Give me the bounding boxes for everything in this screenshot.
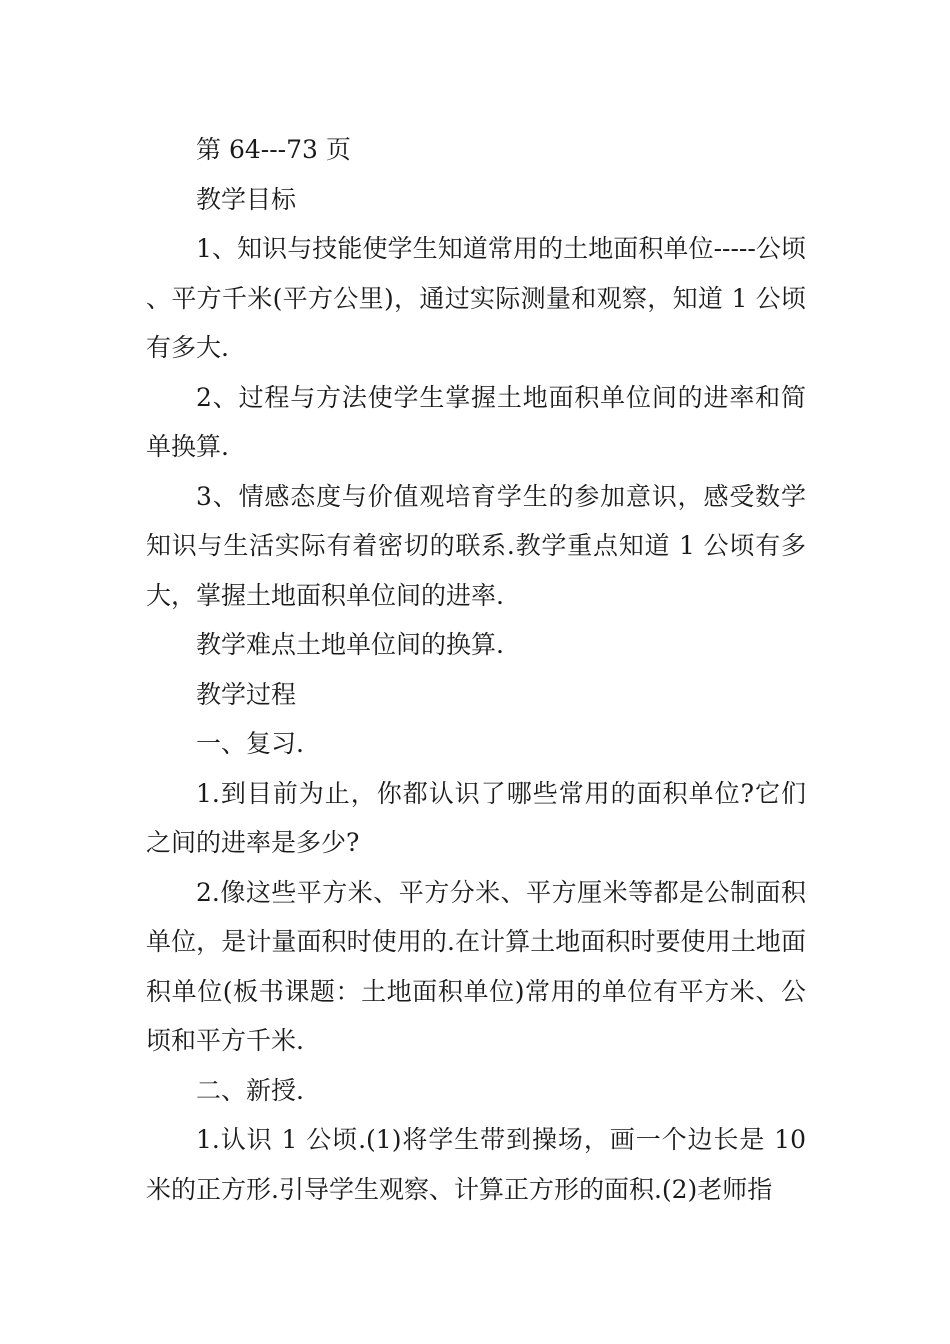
goal-emotion-attitude: 3、情感态度与价值观培育学生的参加意识，感受数学知识与生活实际有着密切的联系.教学重点知道 1 公顷有多大，掌握土地面积单位间的进率. xyxy=(146,481,806,610)
teaching-difficulty: 教学难点土地单位间的换算. xyxy=(196,630,504,659)
goal-process-method: 2、过程与方法使学生掌握土地面积单位间的进率和简单换算. xyxy=(146,382,806,461)
document-body xyxy=(146,125,806,1214)
review-item-2: 2.像这些平方米、平方分米、平方厘米等都是公制面积单位，是计量面积时使用的.在计算土地面积时要使用土地面积单位(板书课题：土地面积单位)常用的单位有平方米、公顷和平方千米. xyxy=(146,877,806,1055)
page-range: 第 64---73 页 xyxy=(196,135,351,164)
section-new-lesson: 二、新授. xyxy=(196,1075,304,1105)
section-review: 一、复习. xyxy=(196,729,304,758)
review-item-1: 1.到目前为止，你都认识了哪些常用的面积单位?它们之间的进率是多少? xyxy=(146,778,806,857)
heading-teaching-process: 教学过程 xyxy=(196,679,297,709)
goal-knowledge-skills: 1、知识与技能使学生知道常用的土地面积单位-----公顷、平方千米(平方公里)，通过实际测量和观察，知道 1 公顷有多大. xyxy=(146,234,806,362)
heading-teaching-goals: 教学目标 xyxy=(196,184,297,214)
new-lesson-item-1: 1.认识 1 公顷.(1)将学生带到操场，画一个边长是 10 米的正方形.引导学生观察、计算正方形的面积.(2)老师指 xyxy=(146,1125,806,1204)
